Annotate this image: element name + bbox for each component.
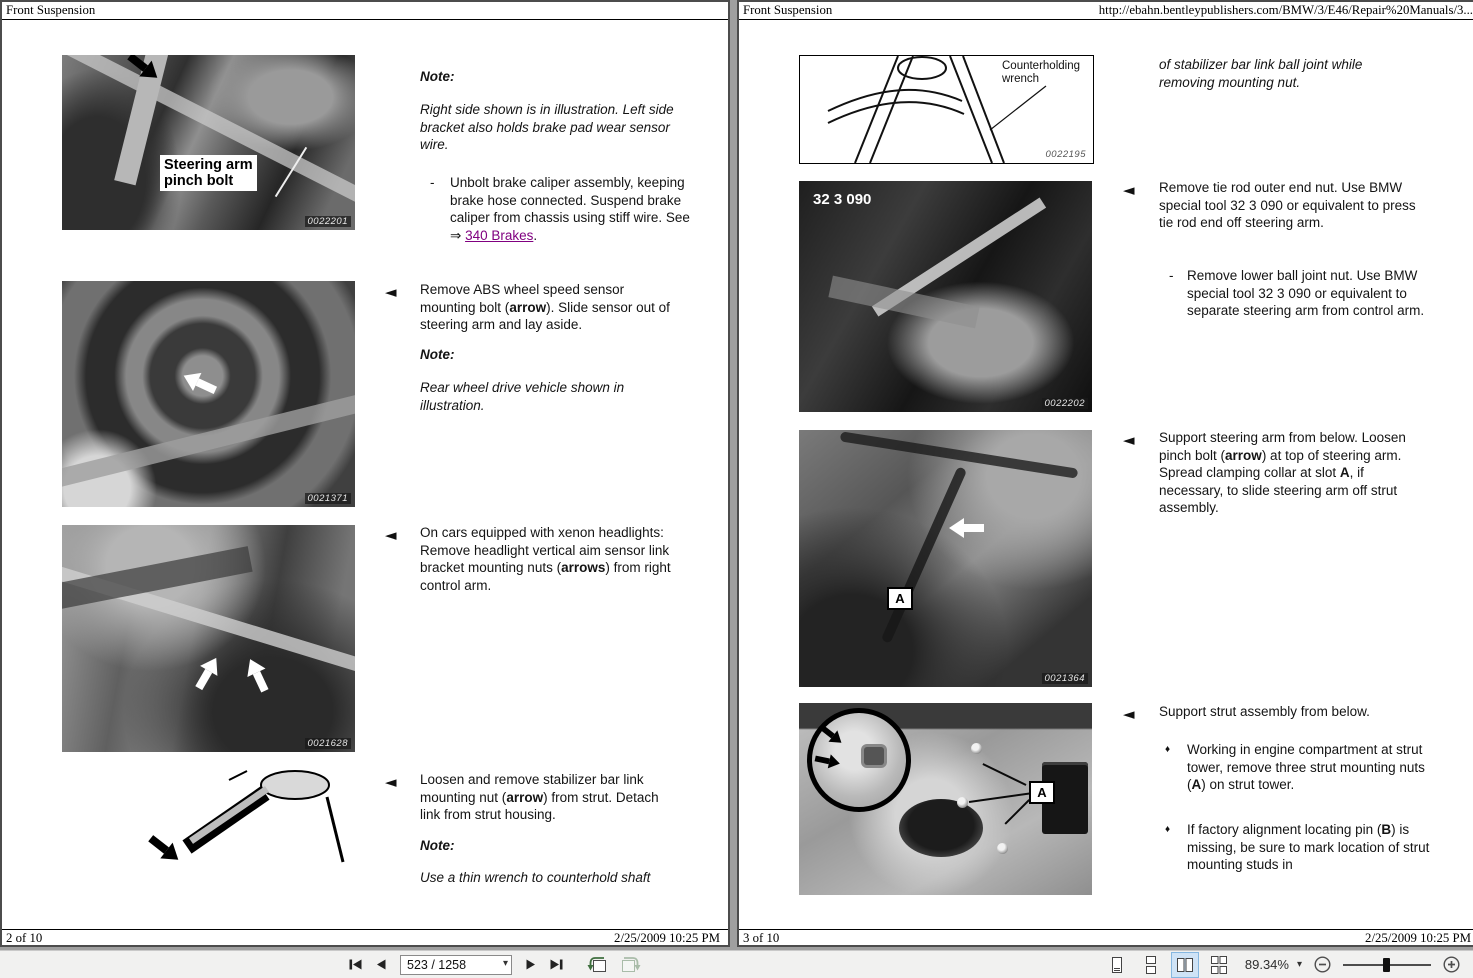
note-label: Note: [420, 347, 455, 362]
callout-arrow-icon [817, 722, 846, 749]
strut-stud [971, 743, 982, 754]
viewer-toolbar [0, 950, 1473, 978]
instruction-text [420, 524, 675, 594]
page-header [743, 3, 1473, 18]
instruction-text [1159, 429, 1431, 517]
previous-view-button[interactable] [583, 953, 611, 976]
callout-leader-line [969, 792, 1031, 802]
header-rule [2, 19, 728, 20]
text-segment: Remove ABS wheel speed sensor mounting bolt ( [420, 282, 625, 315]
page-dropdown-caret-icon[interactable]: ▾ [502, 957, 508, 969]
page-number-input[interactable] [400, 955, 512, 975]
last-page-button[interactable] [546, 956, 567, 973]
callout-arrow-icon [179, 367, 219, 400]
text-segment: ) is missing, be sure to mark location of strut mounting studs in [1187, 822, 1430, 872]
two-page-view-icon [1175, 955, 1195, 975]
page-url: http://ebahn.bentleypublishers.com/BMW/3/E46/Repair%20Manuals/3... [1098, 3, 1473, 17]
text-segment: If factory alignment locating pin ( [1187, 822, 1382, 837]
single-page-mode-button[interactable] [1103, 952, 1131, 978]
page-title: Front Suspension [6, 3, 96, 17]
view-zoom-group [1103, 952, 1464, 977]
inset-detail-circle [807, 708, 911, 812]
zoom-slider-handle[interactable] [1383, 958, 1390, 972]
photo-highlight [828, 276, 979, 329]
footer-timestamp: 2/25/2009 10:25 PM [614, 931, 720, 945]
text-segment: ) on strut tower. [1201, 777, 1295, 792]
strut-stud [957, 797, 968, 808]
page-title: Front Suspension [743, 3, 833, 17]
text-segment: arrow [1225, 447, 1262, 463]
single-page-icon [1107, 955, 1127, 975]
footer-rule [2, 929, 728, 930]
text-segment: Steering arm [164, 157, 253, 173]
strut-opening [899, 799, 983, 857]
strut-stud [997, 843, 1008, 854]
figure-counterhold-drawing [127, 767, 355, 892]
next-page-icon [526, 959, 536, 970]
dash-bullet: - [1169, 268, 1174, 283]
figure-tie-rod-tool [799, 181, 1092, 412]
text-segment: pinch bolt [164, 173, 234, 189]
figure-code: 0021364 [1042, 673, 1088, 684]
sub-step-text: Remove lower ball joint nut. Use BMW special tool 32 3 090 or equivalent to separate steering arm from control arm. [1187, 268, 1425, 318]
figure-callout-label [1002, 60, 1080, 86]
page-header [6, 3, 722, 18]
footer-rule [739, 929, 1473, 930]
first-page-button[interactable] [345, 956, 366, 973]
note-text: Right side shown is in illustration. Left side bracket also holds brake pad wear sensor wire. [420, 102, 674, 152]
note-label: Note: [420, 69, 455, 84]
text-segment: . [533, 227, 538, 243]
page-left [0, 0, 730, 947]
previous-view-icon [587, 956, 607, 973]
page-navigation-group [345, 952, 645, 977]
text-segment: arrow [509, 299, 547, 315]
instruction-pointer-icon: ◄ [1123, 705, 1135, 723]
instruction-text: Remove tie rod outer end nut. Use BMW special tool 32 3 090 or equivalent to press tie rod end off steering arm. [1159, 180, 1416, 230]
text-segment: A [1339, 465, 1350, 480]
text-segment: ) at top of steering arm. Spread clamping collar at slot [1159, 447, 1402, 480]
instruction-pointer-icon: ◄ [1123, 181, 1135, 199]
marker-a-label: A [1029, 781, 1055, 804]
figure-callout-label [160, 155, 257, 191]
page-right [737, 0, 1473, 947]
callout-arrow-icon [814, 751, 842, 770]
two-page-scroll-icon [1209, 955, 1229, 975]
text-segment: Counterholding [1002, 60, 1081, 72]
diamond-bullet: ♦ [1165, 824, 1171, 835]
text-segment: Support steering arm from below. Loosen pinch bolt ( [1159, 430, 1406, 463]
figure-counterholding-wrench [799, 55, 1094, 164]
previous-page-icon [376, 959, 386, 970]
instruction-text: Support strut assembly from below. [1159, 704, 1370, 719]
callout-leader-line [1004, 799, 1029, 824]
text-segment: Unbolt brake caliper assembly, keeping brake hose connected. Suspend brake caliper from chassis using stiff wire. See ⇒ [450, 175, 690, 243]
instruction-pointer-icon: ◄ [385, 526, 397, 544]
text-segment: B [1381, 822, 1392, 837]
marker-a-label: A [887, 587, 913, 610]
zoom-in-icon [1443, 956, 1460, 973]
zoom-level-value[interactable]: 89.34% [1244, 957, 1289, 972]
inset-bolt [864, 747, 884, 765]
text-segment: ) from strut. Detach link from strut housing. [420, 789, 659, 822]
figure-code: 0022195 [1045, 149, 1086, 160]
photo-shadow [881, 466, 967, 644]
figure-steering-arm-pinch-bolt [62, 55, 355, 230]
tool-number-label: 32 3 090 [813, 191, 872, 208]
zoom-out-button[interactable] [1310, 953, 1335, 976]
diamond-bullet: ♦ [1165, 744, 1171, 755]
zoom-out-icon [1314, 956, 1331, 973]
figure-abs-sensor [62, 281, 355, 507]
text-segment: Working in engine compartment at strut tower, remove three strut mounting nuts ( [1187, 742, 1425, 792]
figure-pinch-bolt-slot-a [799, 430, 1092, 687]
instruction-pointer-icon: ◄ [1123, 431, 1135, 449]
photo-highlight [62, 390, 355, 490]
step-text [450, 174, 690, 244]
callout-arrow-icon [949, 518, 984, 538]
text-segment: On cars equipped with xenon headlights: Remove headlight vertical aim sensor link bracket mounting nuts ( [420, 525, 670, 575]
next-view-button[interactable] [617, 953, 645, 976]
zoom-slider[interactable] [1343, 957, 1431, 973]
text-segment: ). Slide sensor out of steering arm and lay aside. [420, 299, 670, 332]
page-footer [743, 931, 1471, 946]
note-text: Rear wheel drive vehicle shown in illustration. [420, 380, 625, 413]
header-rule [739, 19, 1473, 20]
sub-step-text [1187, 821, 1437, 874]
footer-page-number: 3 of 10 [743, 931, 780, 945]
instruction-pointer-icon: ◄ [385, 773, 397, 791]
callout-leader-line [983, 763, 1027, 785]
first-page-icon [349, 959, 362, 970]
instruction-pointer-icon: ◄ [385, 283, 397, 301]
two-page-continuous-mode-button[interactable] [1205, 952, 1233, 978]
figure-strut-tower [799, 703, 1092, 895]
zoom-dropdown-caret-icon[interactable]: ▾ [1296, 959, 1302, 970]
instruction-text [420, 281, 683, 334]
figure-headlight-aim-sensor [62, 525, 355, 752]
previous-page-button[interactable] [372, 956, 390, 973]
figure-code: 0022201 [305, 216, 351, 227]
callout-arrow-icon [241, 655, 274, 695]
note-text: of stabilizer bar link ball joint while removing mounting nut. [1159, 57, 1363, 90]
next-page-button[interactable] [522, 956, 540, 973]
note-text: Use a thin wrench to counterhold shaft [420, 870, 651, 885]
figure-code: 0022202 [1042, 398, 1088, 409]
last-page-icon [550, 959, 563, 970]
brakes-link[interactable]: 340 Brakes [465, 227, 534, 243]
text-segment: arrows [561, 560, 606, 575]
zoom-in-button[interactable] [1439, 953, 1464, 976]
page-footer [6, 931, 720, 946]
continuous-mode-button[interactable] [1137, 952, 1165, 978]
dash-bullet: - [430, 175, 435, 190]
page-number-field [400, 955, 512, 975]
text-segment: Loosen and remove stabilizer bar link mounting nut ( [420, 772, 644, 805]
continuous-scroll-icon [1141, 955, 1161, 975]
instruction-text [420, 771, 665, 824]
note-label: Note: [420, 838, 455, 853]
callout-arrow-icon [190, 653, 225, 693]
figure-code: 0021628 [305, 738, 351, 749]
text-segment: ) from right control arm. [420, 560, 671, 593]
figure-code: 0021371 [305, 493, 351, 504]
footer-page-number: 2 of 10 [6, 931, 43, 945]
sub-step-text [1187, 741, 1437, 794]
text-segment: arrow [506, 789, 544, 805]
footer-timestamp: 2/25/2009 10:25 PM [1365, 931, 1471, 945]
two-page-mode-button[interactable] [1171, 952, 1199, 978]
line-drawing [127, 767, 355, 892]
next-view-icon [621, 956, 641, 973]
text-segment: , if necessary, to slide steering arm off strut assembly. [1159, 465, 1398, 515]
text-segment: A [1191, 777, 1202, 792]
text-segment: wrench [1002, 73, 1040, 85]
